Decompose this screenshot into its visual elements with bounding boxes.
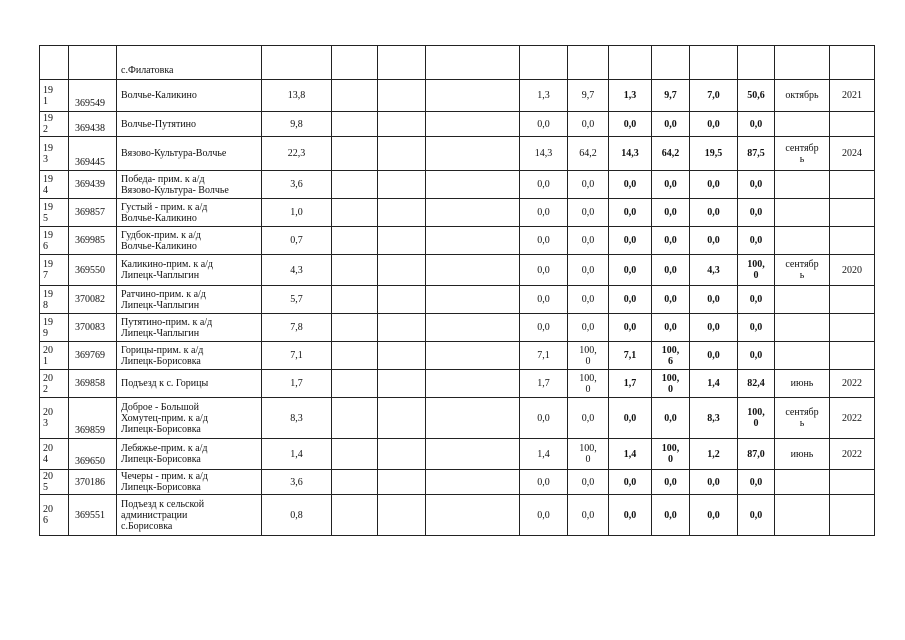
cell-road-name: Гудбок-прим. к а/д Волчье-Каликино [117, 227, 262, 255]
cell-value-a: 0,0 [520, 398, 568, 439]
cell-code [69, 46, 117, 80]
cell-length: 13,8 [262, 80, 332, 112]
table-row [40, 171, 875, 199]
cell-value-b: 100, 0 [568, 342, 609, 370]
cell-length: 22,3 [262, 137, 332, 171]
cell-value-c: 1,3 [609, 80, 652, 112]
cell-value-a: 0,0 [520, 227, 568, 255]
cell-value-b: 0,0 [568, 470, 609, 495]
cell-empty [332, 398, 378, 439]
cell-year: 2024 [830, 137, 875, 171]
cell-road-name: Волчье-Путятино [117, 112, 262, 137]
cell-code: 369985 [69, 227, 117, 255]
cell-value-f: 0,0 [738, 227, 775, 255]
cell-value-c: 0,0 [609, 470, 652, 495]
cell-year: 2021 [830, 80, 875, 112]
cell-index: 19 4 [40, 171, 69, 199]
cell-empty [426, 439, 520, 470]
cell-year [830, 112, 875, 137]
cell-value-b: 0,0 [568, 314, 609, 342]
table-row [40, 46, 875, 80]
table-row [40, 137, 875, 171]
cell-value-c: 0,0 [609, 171, 652, 199]
cell-year: 2020 [830, 255, 875, 286]
cell-value-f: 82,4 [738, 370, 775, 398]
cell-empty [426, 255, 520, 286]
cell-code: 369859 [69, 398, 117, 439]
cell-length: 9,8 [262, 112, 332, 137]
cell-value-e: 0,0 [690, 199, 738, 227]
cell-empty [378, 370, 426, 398]
cell-month [775, 112, 830, 137]
cell-value-c: 0,0 [609, 255, 652, 286]
cell-code: 370082 [69, 286, 117, 314]
cell-index: 19 8 [40, 286, 69, 314]
cell-value-c: 7,1 [609, 342, 652, 370]
cell-value-c: 0,0 [609, 112, 652, 137]
cell-value-f: 100, 0 [738, 398, 775, 439]
cell-month: сентябр ь [775, 137, 830, 171]
cell-month [775, 470, 830, 495]
cell-month [775, 227, 830, 255]
cell-value-c: 0,0 [609, 398, 652, 439]
cell-index: 20 2 [40, 370, 69, 398]
cell-road-name: с.Филатовка [117, 46, 262, 80]
cell-length: 1,7 [262, 370, 332, 398]
cell-empty [332, 199, 378, 227]
cell-code: 369858 [69, 370, 117, 398]
cell-value-d: 100, 0 [652, 439, 690, 470]
cell-year [830, 227, 875, 255]
cell-value-f: 0,0 [738, 342, 775, 370]
cell-road-name: Подъезд к сельской администрации с.Борисовка [117, 495, 262, 536]
table-row [40, 470, 875, 495]
cell-empty [426, 398, 520, 439]
cell-value-f: 50,6 [738, 80, 775, 112]
cell-empty [426, 286, 520, 314]
cell-month [775, 342, 830, 370]
cell-code: 369550 [69, 255, 117, 286]
cell-road-name: Горицы-прим. к а/д Липецк-Борисовка [117, 342, 262, 370]
cell-empty [378, 199, 426, 227]
cell-empty [378, 255, 426, 286]
cell-value-b: 0,0 [568, 255, 609, 286]
cell-road-name: Победа- прим. к а/д Вязово-Культура- Волчье [117, 171, 262, 199]
cell-empty [378, 495, 426, 536]
cell-index: 19 1 [40, 80, 69, 112]
cell-empty [332, 495, 378, 536]
cell-length: 5,7 [262, 286, 332, 314]
cell-value-d: 0,0 [652, 255, 690, 286]
cell-empty [332, 439, 378, 470]
table-row [40, 112, 875, 137]
cell-value-a: 7,1 [520, 342, 568, 370]
cell-index: 20 5 [40, 470, 69, 495]
cell-length: 1,4 [262, 439, 332, 470]
cell-value-d: 64,2 [652, 137, 690, 171]
cell-code: 369857 [69, 199, 117, 227]
table-row [40, 255, 875, 286]
cell-value-e: 0,0 [690, 342, 738, 370]
cell-value-a: 0,0 [520, 199, 568, 227]
cell-month [775, 495, 830, 536]
cell-month: июнь [775, 439, 830, 470]
cell-value-d: 0,0 [652, 470, 690, 495]
cell-empty [332, 255, 378, 286]
cell-value-b: 0,0 [568, 495, 609, 536]
cell-empty [378, 439, 426, 470]
cell-value-f: 0,0 [738, 112, 775, 137]
cell-value-e: 0,0 [690, 495, 738, 536]
cell-empty [378, 80, 426, 112]
cell-length: 8,3 [262, 398, 332, 439]
cell-value-b: 9,7 [568, 80, 609, 112]
cell-value-c: 1,4 [609, 439, 652, 470]
cell-value-d: 0,0 [652, 286, 690, 314]
cell-value-e: 0,0 [690, 112, 738, 137]
cell-month [775, 171, 830, 199]
cell-value-f: 0,0 [738, 199, 775, 227]
cell-value-d: 100, 0 [652, 370, 690, 398]
cell-year [830, 171, 875, 199]
cell-length: 4,3 [262, 255, 332, 286]
cell-month [775, 314, 830, 342]
cell-length: 1,0 [262, 199, 332, 227]
table-row [40, 495, 875, 536]
cell-value-d: 9,7 [652, 80, 690, 112]
cell-month [775, 199, 830, 227]
cell-length: 0,7 [262, 227, 332, 255]
cell-value-e: 7,0 [690, 80, 738, 112]
cell-value-d: 0,0 [652, 314, 690, 342]
cell-value-a: 0,0 [520, 171, 568, 199]
cell-value-b: 0,0 [568, 112, 609, 137]
cell-value-d: 0,0 [652, 398, 690, 439]
cell-index [40, 46, 69, 80]
cell-value-e: 1,2 [690, 439, 738, 470]
cell-empty [426, 80, 520, 112]
cell-value-c: 0,0 [609, 227, 652, 255]
cell-code: 369445 [69, 137, 117, 171]
cell-index: 19 3 [40, 137, 69, 171]
cell-value-a: 0,0 [520, 314, 568, 342]
cell-month: сентябр ь [775, 398, 830, 439]
cell-year [830, 286, 875, 314]
cell-empty [332, 470, 378, 495]
cell-code: 369439 [69, 171, 117, 199]
cell-value-f: 100, 0 [738, 255, 775, 286]
cell-value-c: 14,3 [609, 137, 652, 171]
cell-month: сентябр ь [775, 255, 830, 286]
cell-month: июнь [775, 370, 830, 398]
cell-empty [378, 286, 426, 314]
cell-empty [426, 199, 520, 227]
cell-empty [426, 470, 520, 495]
table-row [40, 314, 875, 342]
cell-empty [426, 112, 520, 137]
cell-value-c: 0,0 [609, 495, 652, 536]
cell-empty [426, 171, 520, 199]
cell-value-b: 100, 0 [568, 370, 609, 398]
cell-index: 19 6 [40, 227, 69, 255]
table-row [40, 286, 875, 314]
cell-year [830, 199, 875, 227]
cell-value-f: 0,0 [738, 286, 775, 314]
cell-value-b: 0,0 [568, 227, 609, 255]
cell-value-b: 0,0 [568, 199, 609, 227]
cell-value-c: 0,0 [609, 286, 652, 314]
cell-empty [378, 171, 426, 199]
table-row [40, 199, 875, 227]
cell-road-name: Чечеры - прим. к а/д Липецк-Борисовка [117, 470, 262, 495]
cell-index: 20 4 [40, 439, 69, 470]
cell-empty [332, 137, 378, 171]
cell-empty [378, 398, 426, 439]
cell-empty [332, 227, 378, 255]
cell-value-f: 0,0 [738, 495, 775, 536]
cell-value-e: 0,0 [690, 314, 738, 342]
cell-value-a: 0,0 [520, 112, 568, 137]
cell-length: 0,8 [262, 495, 332, 536]
cell-empty [378, 112, 426, 137]
table-row [40, 439, 875, 470]
cell-value-a: 14,3 [520, 137, 568, 171]
cell-empty [332, 370, 378, 398]
cell-road-name: Каликино-прим. к а/д Липецк-Чаплыгин [117, 255, 262, 286]
cell-code: 369769 [69, 342, 117, 370]
cell-year [830, 342, 875, 370]
cell-value-a: 1,4 [520, 439, 568, 470]
cell-length: 3,6 [262, 470, 332, 495]
cell-value-c: 0,0 [609, 314, 652, 342]
cell-value-e: 19,5 [690, 137, 738, 171]
cell-year: 2022 [830, 398, 875, 439]
cell-road-name: Густый - прим. к а/д Волчье-Каликино [117, 199, 262, 227]
cell-value-e: 8,3 [690, 398, 738, 439]
cell-year: 2022 [830, 370, 875, 398]
cell-code: 369438 [69, 112, 117, 137]
cell-road-name: Доброе - Большой Хомутец-прим. к а/д Липецк-Борисовка [117, 398, 262, 439]
cell-value-e: 0,0 [690, 286, 738, 314]
cell-empty [332, 286, 378, 314]
cell-road-name: Ратчино-прим. к а/д Липецк-Чаплыгин [117, 286, 262, 314]
cell-year [830, 495, 875, 536]
cell-empty [426, 370, 520, 398]
cell-empty [426, 342, 520, 370]
cell-value-d: 0,0 [652, 199, 690, 227]
cell-value-f: 0,0 [738, 171, 775, 199]
cell-value-b: 100, 0 [568, 439, 609, 470]
cell-value-d: 100, 6 [652, 342, 690, 370]
cell-year [830, 470, 875, 495]
cell-road-name: Подъезд к с. Горицы [117, 370, 262, 398]
cell-empty [332, 112, 378, 137]
cell-empty [378, 314, 426, 342]
cell-value-f: 0,0 [738, 314, 775, 342]
cell-index: 19 5 [40, 199, 69, 227]
cell-value-a: 0,0 [520, 286, 568, 314]
cell-value-f: 0,0 [738, 470, 775, 495]
cell-value-d: 0,0 [652, 112, 690, 137]
cell-empty [426, 495, 520, 536]
cell-value-e: 0,0 [690, 227, 738, 255]
cell-value-b: 64,2 [568, 137, 609, 171]
cell-year: 2022 [830, 439, 875, 470]
cell-value-a: 0,0 [520, 255, 568, 286]
cell-value-d: 0,0 [652, 227, 690, 255]
cell-empty [378, 137, 426, 171]
cell-value-b: 0,0 [568, 286, 609, 314]
cell-code: 369650 [69, 439, 117, 470]
table-row [40, 80, 875, 112]
cell-index: 19 7 [40, 255, 69, 286]
cell-value-a: 1,3 [520, 80, 568, 112]
cell-length: 7,1 [262, 342, 332, 370]
cell-index: 19 2 [40, 112, 69, 137]
cell-road-name: Волчье-Каликино [117, 80, 262, 112]
cell-empty [332, 342, 378, 370]
cell-value-d: 0,0 [652, 495, 690, 536]
cell-value-e: 0,0 [690, 171, 738, 199]
cell-month: октябрь [775, 80, 830, 112]
cell-empty [378, 227, 426, 255]
cell-road-name: Вязово-Культура-Волчье [117, 137, 262, 171]
cell-index: 20 3 [40, 398, 69, 439]
cell-value-c: 0,0 [609, 199, 652, 227]
cell-code: 370186 [69, 470, 117, 495]
road-data-table [39, 45, 875, 536]
cell-road-name: Лебяжье-прим. к а/д Липецк-Борисовка [117, 439, 262, 470]
cell-empty [426, 137, 520, 171]
cell-value-a: 1,7 [520, 370, 568, 398]
cell-empty [378, 342, 426, 370]
cell-empty [426, 314, 520, 342]
cell-empty [332, 314, 378, 342]
cell-code: 369549 [69, 80, 117, 112]
cell-value-b: 0,0 [568, 171, 609, 199]
cell-empty [426, 227, 520, 255]
cell-value-a: 0,0 [520, 470, 568, 495]
cell-index: 20 1 [40, 342, 69, 370]
cell-code: 369551 [69, 495, 117, 536]
cell-empty [332, 171, 378, 199]
cell-empty [378, 470, 426, 495]
cell-value-e: 1,4 [690, 370, 738, 398]
cell-value-a: 0,0 [520, 495, 568, 536]
cell-value-e: 4,3 [690, 255, 738, 286]
cell-length: 7,8 [262, 314, 332, 342]
table-row [40, 227, 875, 255]
cell-value-b: 0,0 [568, 398, 609, 439]
cell-index: 19 9 [40, 314, 69, 342]
cell-year [830, 314, 875, 342]
cell-code: 370083 [69, 314, 117, 342]
cell-length: 3,6 [262, 171, 332, 199]
cell-value-f: 87,0 [738, 439, 775, 470]
cell-empty [332, 80, 378, 112]
cell-value-d: 0,0 [652, 171, 690, 199]
cell-index: 20 6 [40, 495, 69, 536]
cell-value-c: 1,7 [609, 370, 652, 398]
table-row [40, 370, 875, 398]
cell-value-f: 87,5 [738, 137, 775, 171]
cell-value-e: 0,0 [690, 470, 738, 495]
cell-month [775, 286, 830, 314]
table-row [40, 342, 875, 370]
cell-road-name: Путятино-прим. к а/д Липецк-Чаплыгин [117, 314, 262, 342]
table-row [40, 398, 875, 439]
